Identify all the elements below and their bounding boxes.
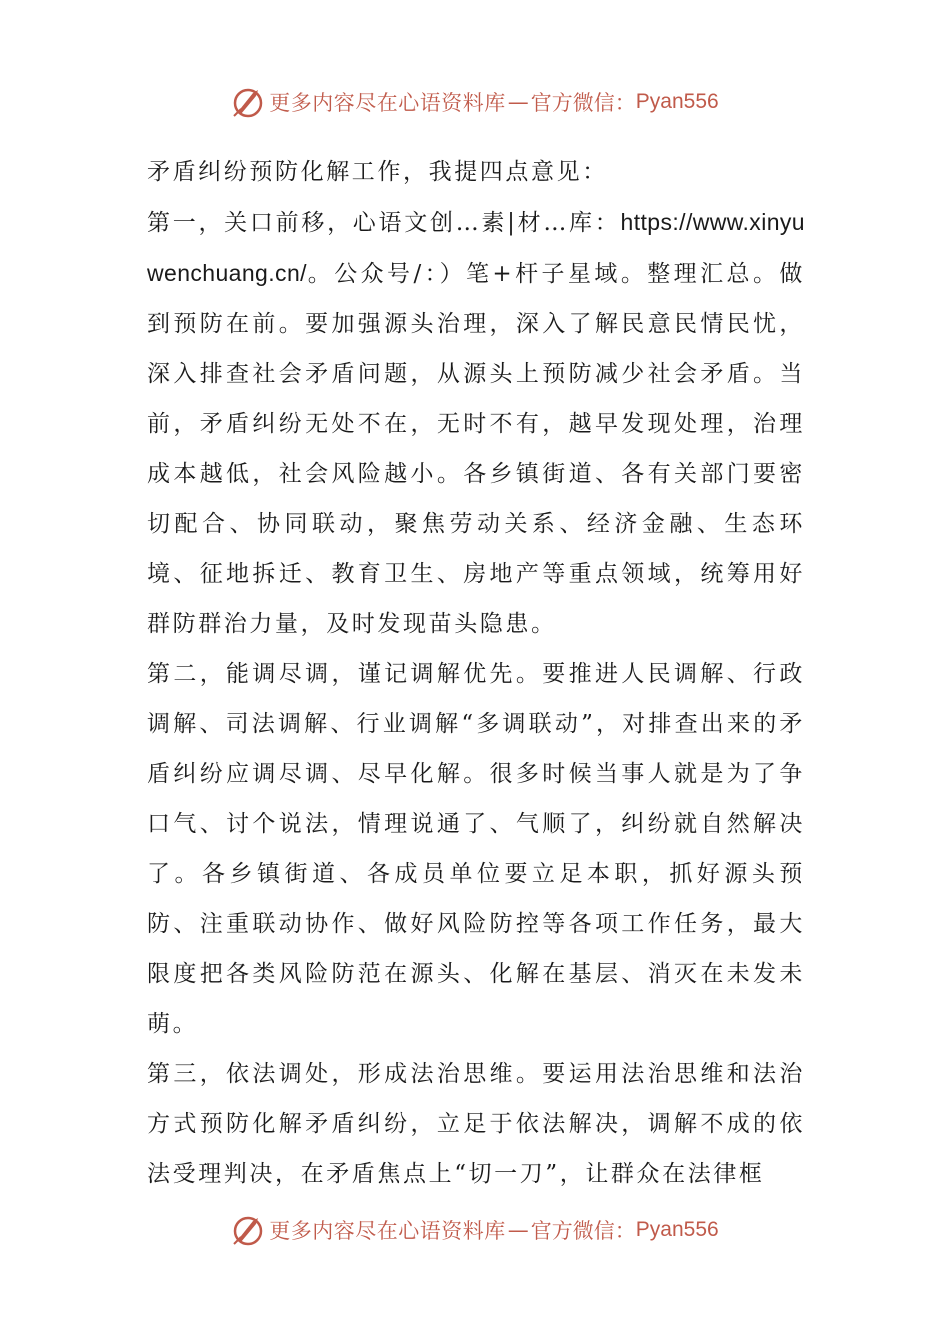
- banner-dash: —: [507, 1218, 529, 1242]
- banner-dash: —: [507, 90, 529, 114]
- quill-logo-icon: [231, 1213, 265, 1247]
- banner-contact-id: Pyan556: [635, 1218, 719, 1241]
- banner-text: 更多内容尽在心语资料库: [269, 1219, 506, 1243]
- header-banner: [0, 82, 950, 122]
- point-one-head: 第一，关口前移，心语文创…素|材…库：: [147, 210, 621, 236]
- banner-text: 更多内容尽在心语资料库: [269, 91, 506, 115]
- intro-paragraph: 矛盾纠纷预防化解工作，我提四点意见：: [147, 159, 608, 185]
- website-url: https://www.xinyuwenchuang.cn/: [147, 209, 805, 286]
- point-two-paragraph: 第二，能调尽调，谨记调解优先。要推进人民调解、行政调解、司法调解、行业调解“多调联动”，对排查出来的矛盾纠纷应调尽调、尽早化解。很多时候当事人就是为了争口气、讨个说法，情理说通了、气顺了，纠纷就自然解决了。各乡镇街道、各成员单位要立足本职，抓好源头预防、注重联动协作、做好风险防控等各项工作任务，最大限度把各类风险防范在源头、化解在基层、消灭在未发未萌。: [147, 661, 805, 1037]
- banner-contact-label: 官方微信：: [530, 1219, 636, 1243]
- document-body: [147, 147, 805, 1199]
- banner-contact-id: Pyan556: [635, 90, 719, 113]
- quill-logo-icon: [231, 85, 265, 119]
- footer-banner: [0, 1210, 950, 1250]
- point-one-paragraph: [147, 197, 805, 649]
- point-one-tail: 。公众号/：）笔+杆子星域。整理汇总。做到预防在前。要加强源头治理，深入了解民意民情民忧，深入排查社会矛盾问题，从源头上预防减少社会矛盾。当前，矛盾纠纷无处不在，无时不有，越早发现处理，治理成本越低，社会风险越小。各乡镇街道、各有关部门要密切配合、协同联动，聚焦劳动关系、经济金融、生态环境、征地拆迁、教育卫生、房地产等重点领域，统筹用好群防群治力量，及时发现苗头隐患。: [147, 261, 805, 637]
- point-three-paragraph: 第三，依法调处，形成法治思维。要运用法治思维和法治方式预防化解矛盾纠纷，立足于依法解决，调解不成的依法受理判决，在矛盾焦点上“切一刀”，让群众在法律框: [147, 1061, 805, 1187]
- banner-contact-label: 官方微信：: [530, 91, 636, 115]
